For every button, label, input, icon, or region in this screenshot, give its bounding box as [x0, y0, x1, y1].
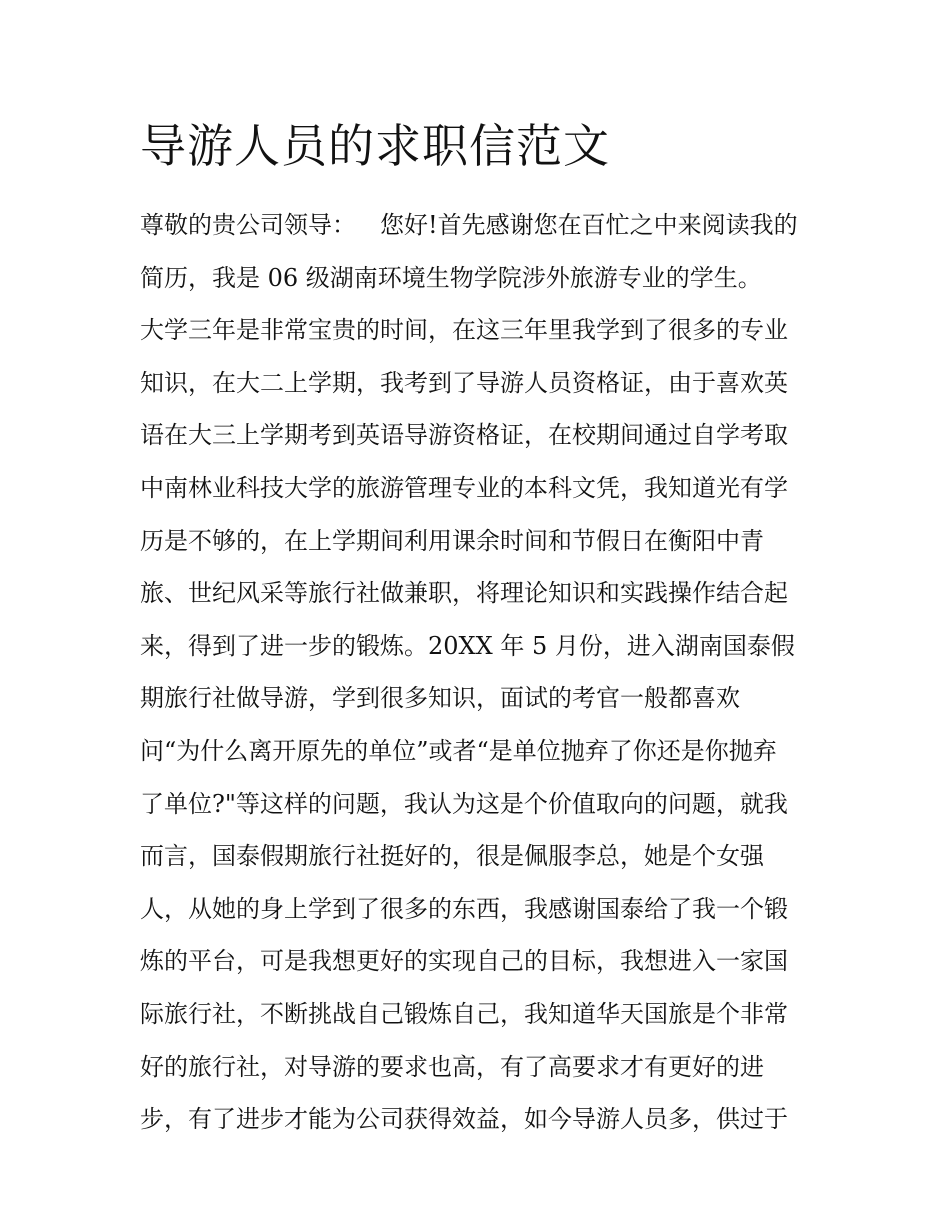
- text-line: 来，得到了进一步的锻炼。20XX 年 5 月份，进入湖南国泰假: [140, 631, 795, 660]
- text-line: 简历，我是 06 级湖南环境生物学院涉外旅游专业的学生。: [140, 263, 762, 292]
- text-line: 好的旅行社，对导游的要求也高，有了高要求才有更好的进: [140, 1052, 764, 1081]
- salutation: 尊敬的贵公司领导：: [140, 211, 356, 239]
- text-line: [140, 199, 820, 252]
- text-line: 人，从她的身上学到了很多的东西，我感谢国泰给了我一个锻: [140, 894, 788, 923]
- text-line: 大学三年是非常宝贵的时间，在这三年里我学到了很多的专业: [140, 316, 788, 345]
- text-line: 历是不够的，在上学期间利用课余时间和节假日在衡阳中青: [140, 526, 764, 555]
- text-line: 炼的平台，可是我想更好的实现自己的目标，我想进入一家国: [140, 947, 788, 976]
- text-line: 问“为什么离开原先的单位”或者“是单位抛弃了你还是你抛弃: [140, 736, 777, 765]
- text-line: 了单位?"等这样的问题，我认为这是个价值取向的问题，就我: [140, 789, 788, 818]
- text-line: 语在大三上学期考到英语导游资格证，在校期间通过自学考取: [140, 421, 788, 450]
- letter-body: [140, 199, 820, 1146]
- text-line: 步，有了进步才能为公司获得效益，如今导游人员多，供过于: [140, 1105, 788, 1134]
- text-line: 期旅行社做导游，学到很多知识，面试的考官一般都喜欢: [140, 684, 740, 713]
- text-line-content: 您好!首先感谢您在百忙之中来阅读我的: [380, 211, 798, 239]
- text-line: 旅、世纪风采等旅行社做兼职，将理论知识和实践操作结合起: [140, 579, 788, 608]
- text-line: 际旅行社，不断挑战自己锻炼自己，我知道华天国旅是个非常: [140, 999, 788, 1028]
- text-line: 中南林业科技大学的旅游管理专业的本科文凭，我知道光有学: [140, 473, 788, 502]
- text-line: 而言，国泰假期旅行社挺好的，很是佩服李总，她是个女强: [140, 842, 764, 871]
- document-title: 导游人员的求职信范文: [140, 119, 610, 173]
- text-line: 知识，在大二上学期，我考到了导游人员资格证，由于喜欢英: [140, 368, 788, 397]
